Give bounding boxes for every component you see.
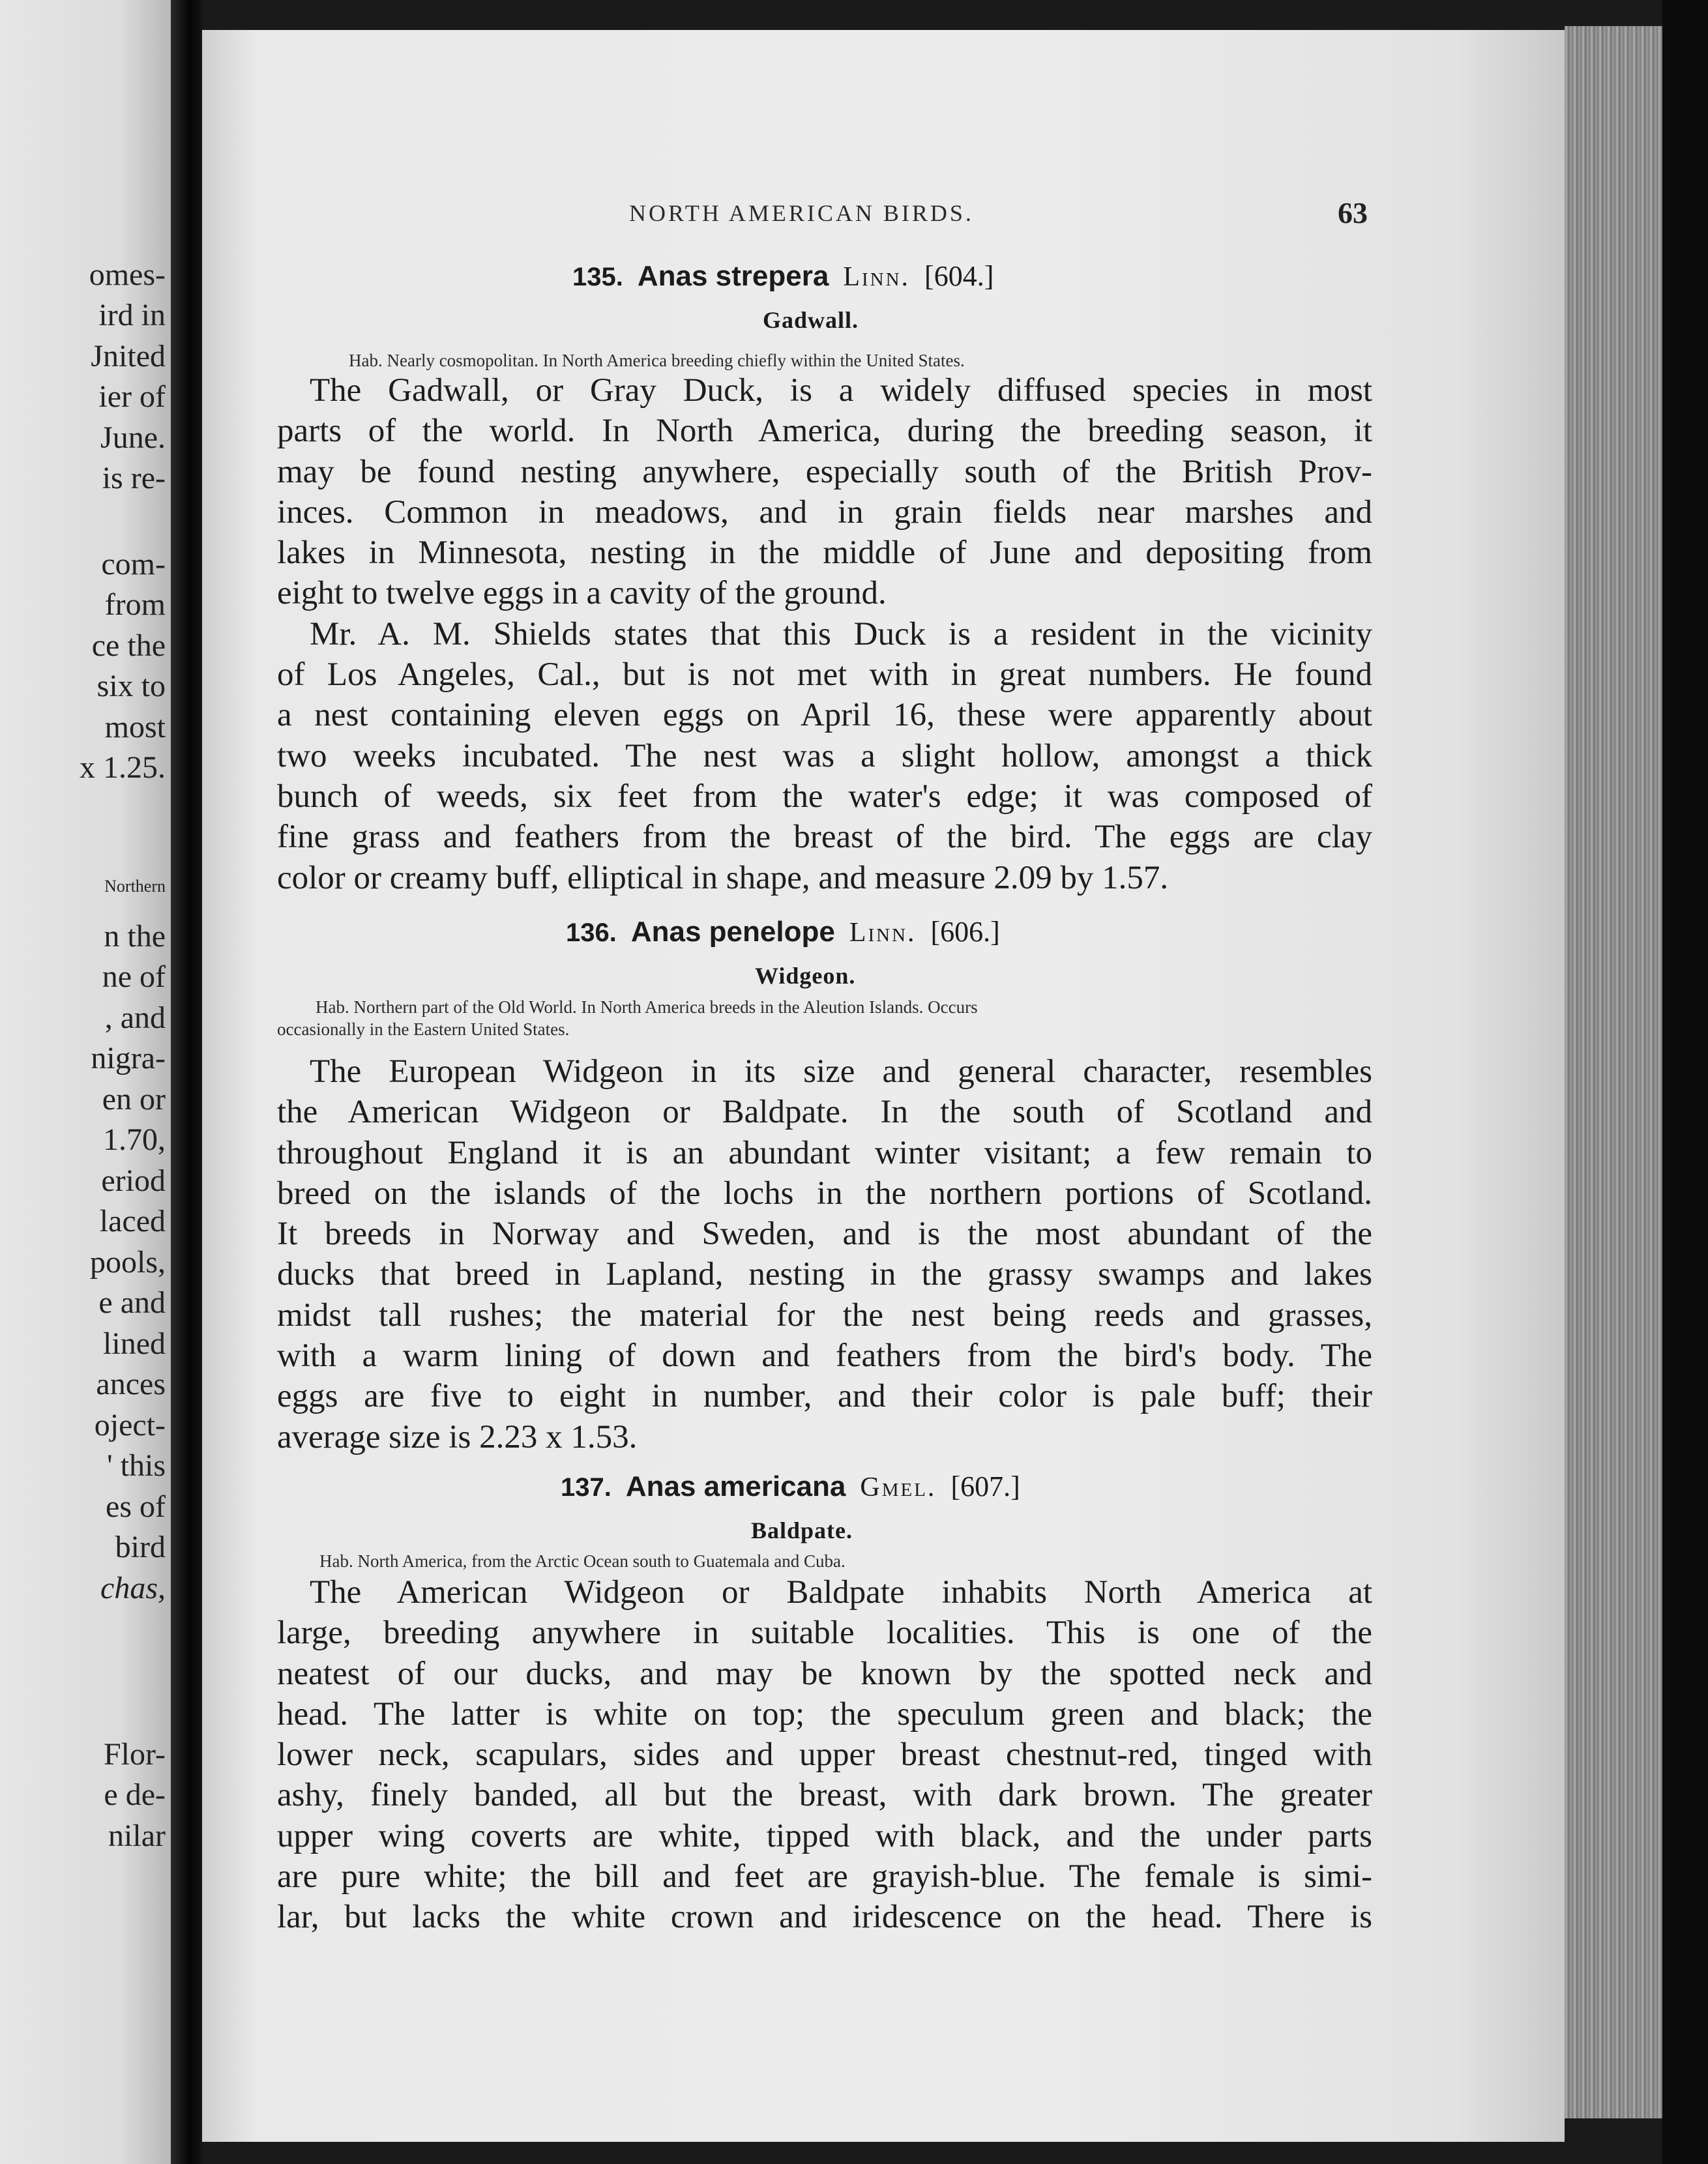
left-page-text-fragment: nigra-: [91, 1041, 166, 1075]
text-line: upper wing coverts are white, tipped with black, and the under parts: [277, 1817, 1372, 1854]
scientific-name: Anas strepera: [637, 260, 829, 292]
reference-number: [606.]: [930, 916, 1000, 948]
left-page-text-fragment: en or: [102, 1082, 166, 1117]
text-line: are pure white; the bill and feet are grayish-blue. The female is simi-: [277, 1858, 1372, 1895]
left-page-text-fragment: Jnited: [91, 339, 166, 373]
text-line: of Los Angeles, Cal., but is not met with in great numbers. He found: [277, 656, 1372, 694]
left-page-text-fragment: ird in: [98, 298, 166, 332]
paragraph: [277, 370, 1372, 898]
left-page-text-fragment: is re-: [102, 461, 166, 495]
text-line: eggs are five to eight in number, and their color is pale buff; their: [277, 1378, 1372, 1415]
paragraph: [277, 1572, 1372, 1938]
text-line: lakes in Minnesota, nesting in the middle of June and depositing from: [277, 534, 1372, 572]
scan-background: [1662, 0, 1708, 2164]
common-name-137: Baldpate.: [751, 1517, 853, 1543]
text-line: neatest of our ducks, and may be known by the spotted neck and: [277, 1655, 1372, 1692]
habitat-line: Hab. Nearly cosmopolitan. In North America breeding chiefly within the United States.: [349, 351, 965, 370]
left-page-text-fragment: Flor-: [103, 1737, 166, 1772]
page-number: 63: [1338, 196, 1368, 229]
text-line: ashy, finely banded, all but the breast, with dark brown. The greater: [277, 1777, 1372, 1814]
left-page-text-fragment: laced: [99, 1204, 166, 1238]
left-page-text-fragment: pools,: [89, 1245, 166, 1279]
left-page-text-fragment: lined: [103, 1326, 166, 1361]
text-line: lower neck, scapulars, sides and upper breast chestnut-red, tinged with: [277, 1736, 1372, 1774]
text-line: color or creamy buff, elliptical in shape, and measure 2.09 by 1.57.: [277, 859, 1169, 896]
text-line: inces. Common in meadows, and in grain fields near marshes and: [277, 493, 1372, 531]
left-page-text-fragment: , and: [104, 1001, 166, 1035]
book-gutter: [171, 0, 202, 2164]
text-line: large, breeding anywhere in suitable localities. This is one of the: [277, 1615, 1372, 1652]
left-page-text-fragment: chas,: [100, 1571, 166, 1605]
text-line: fine grass and feathers from the breast of the bird. The eggs are clay: [277, 819, 1372, 856]
authority: Linn.: [843, 262, 911, 292]
left-page-text-fragment: ' this: [107, 1448, 166, 1483]
scientific-name: Anas penelope: [630, 916, 835, 948]
text-line: breed on the islands of the lochs in the northern portions of Scotland.: [277, 1175, 1372, 1212]
text-line: parts of the world. In North America, during the breeding season, it: [277, 413, 1372, 450]
left-page-text-fragment: most: [104, 710, 166, 744]
habitat-line: occasionally in the Eastern United States.: [277, 1019, 570, 1039]
left-page-text-fragment: x 1.25.: [80, 750, 166, 785]
entry-title-135: [572, 259, 994, 293]
text-line: throughout England it is an abundant winter visitant; a few remain to: [277, 1134, 1372, 1171]
left-page-text-fragment: ances: [96, 1367, 166, 1401]
text-line: The Gadwall, or Gray Duck, is a widely diffused species in most: [310, 372, 1372, 409]
entry-number: 137.: [561, 1473, 611, 1502]
left-page-text-fragment: 1.70,: [103, 1122, 166, 1157]
text-line: The European Widgeon in its size and general character, resembles: [310, 1053, 1372, 1090]
text-line: the American Widgeon or Baldpate. In the south of Scotland and: [277, 1094, 1372, 1131]
text-line: ducks that breed in Lapland, nesting in the grassy swamps and lakes: [277, 1256, 1372, 1293]
text-line: with a warm lining of down and feathers from the bird's body. The: [277, 1338, 1372, 1375]
left-page-text-fragment: com-: [101, 547, 166, 581]
entry-number: 135.: [572, 263, 623, 291]
text-line: midst tall rushes; the material for the nest being reeds and grasses,: [277, 1296, 1372, 1334]
left-page-text-fragment: ier of: [98, 379, 166, 414]
paragraph: [277, 1051, 1372, 1457]
left-page-text-fragment: nilar: [108, 1819, 166, 1853]
left-page-text-fragment: n the: [104, 919, 166, 954]
page-edges: [1565, 26, 1662, 2118]
running-head: NORTH AMERICAN BIRDS.: [629, 200, 974, 226]
left-page-text-fragment: oject-: [94, 1408, 166, 1442]
left-page-text-fragment: omes-: [89, 257, 166, 292]
left-page-text-fragment: es of: [106, 1489, 166, 1524]
left-page-text-fragment: eriod: [101, 1163, 166, 1198]
scientific-name: Anas americana: [625, 1470, 846, 1502]
left-page-text-fragment: ne of: [102, 959, 166, 994]
text-line: two weeks incubated. The nest was a slight hollow, amongst a thick: [277, 737, 1372, 774]
common-name-136: Widgeon.: [755, 963, 856, 989]
text-line: head. The latter is white on top; the speculum green and black; the: [277, 1695, 1372, 1733]
left-page-text-fragment: bird: [115, 1530, 166, 1564]
text-line: eight to twelve eggs in a cavity of the ground.: [277, 575, 887, 612]
entry-title-137: [561, 1470, 1020, 1503]
text-line: may be found nesting anywhere, especially south of the British Prov-: [277, 453, 1372, 490]
entry-number: 136.: [566, 918, 617, 947]
text-line: lar, but lacks the white crown and iridescence on the head. There is: [277, 1899, 1372, 1936]
habitat-line: Hab. North America, from the Arctic Ocean south to Guatemala and Cuba.: [319, 1551, 846, 1571]
authority: Linn.: [849, 918, 917, 948]
text-line: average size is 2.23 x 1.53.: [277, 1418, 638, 1455]
left-page-text-fragment: from: [104, 587, 166, 622]
entry-title-136: [566, 915, 1000, 948]
left-page-text-fragment: Northern: [104, 877, 166, 896]
text-line: Mr. A. M. Shields states that this Duck is a resident in the vicinity: [310, 615, 1372, 652]
text-line: a nest containing eleven eggs on April 16, these were apparently about: [277, 697, 1372, 734]
left-page-text-fragment: June.: [100, 420, 166, 455]
left-page-text-fragment: e and: [98, 1285, 166, 1320]
text-line: bunch of weeds, six feet from the water's edge; it was composed of: [277, 778, 1372, 815]
left-page-text-fragment: e de-: [104, 1777, 166, 1812]
common-name-135: Gadwall.: [763, 307, 859, 333]
left-page-text-fragment: ce the: [91, 628, 166, 663]
authority: Gmel.: [860, 1472, 937, 1502]
left-page-text-fragment: six to: [96, 669, 166, 703]
habitat-line: Hab. Northern part of the Old World. In North America breeds in the Aleution Islands. Occurs: [316, 997, 978, 1017]
text-line: The American Widgeon or Baldpate inhabits North America at: [310, 1574, 1372, 1611]
text-line: It breeds in Norway and Sweden, and is the most abundant of the: [277, 1216, 1372, 1253]
reference-number: [604.]: [924, 260, 994, 292]
left-page-fragment: [0, 0, 171, 2164]
reference-number: [607.]: [950, 1470, 1020, 1502]
